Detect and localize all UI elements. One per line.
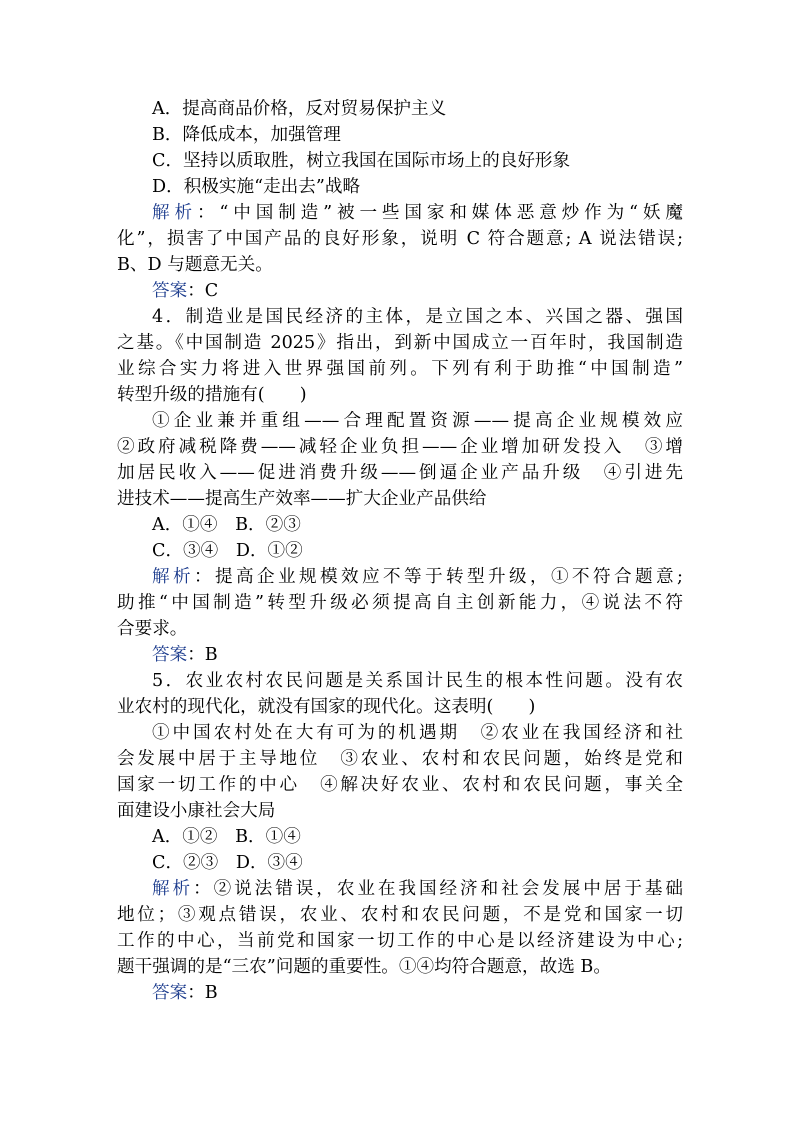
q5-answer-label: 答案 bbox=[152, 983, 188, 1003]
q5-stem-line-1: 5．农业农村农民问题是关系国计民生的根本性问题。没有农 bbox=[152, 671, 683, 691]
q4-answer-value: ：B bbox=[187, 645, 218, 665]
q5-choices-ab: A．①② B．①④ bbox=[152, 827, 301, 847]
q4-statement-line-4: 进技术——提高生产效率——扩大企业产品供给 bbox=[117, 489, 487, 509]
q3-answer-label: 答案 bbox=[152, 281, 188, 301]
q3-analysis-line-3: B、D 与题意无关。 bbox=[117, 255, 273, 275]
q5-analysis-line-4: 题干强调的是“三农”问题的重要性。①④均符合题意，故选 B。 bbox=[117, 957, 611, 977]
q5-statement-line-1: ①中国农村处在大有可为的机遇期 ②农业在我国经济和社 bbox=[152, 723, 683, 743]
q5-analysis-line-2: 地位；③观点错误，农业、农村和农民问题，不是党和国家一切 bbox=[117, 905, 683, 925]
q5-analysis-label: 解析 bbox=[152, 879, 194, 899]
q4-statement-line-1: ①企业兼并重组——合理配置资源——提高企业规模效应 bbox=[152, 411, 683, 431]
q4-statement-line-3: 加居民收入——促进消费升级——倒逼企业产品升级 ④引进先 bbox=[117, 463, 683, 483]
q3-option-d: D．积极实施“走出去”战略 bbox=[152, 177, 361, 197]
q3-option-a: A．提高商品价格，反对贸易保护主义 bbox=[152, 99, 447, 119]
q3-option-c: C．坚持以质取胜，树立我国在国际市场上的良好形象 bbox=[152, 151, 571, 171]
q4-statement-line-2: ②政府减税降费——减轻企业负担——企业增加研发投入 ③增 bbox=[117, 437, 683, 457]
q4-answer bbox=[117, 642, 683, 668]
q5-choices-cd: C．②③ D．③④ bbox=[152, 853, 303, 873]
q3-analysis-label: 解析 bbox=[152, 203, 197, 223]
q4-choices-ab: A．①④ B．②③ bbox=[152, 515, 301, 535]
q3-answer bbox=[117, 278, 683, 304]
q3-analysis-line-2: 化”，损害了中国产品的良好形象，说明 C 符合题意; A 说法错误; bbox=[117, 229, 683, 249]
q3-analysis-line-1: 解析：“中国制造”被一些国家和媒体恶意炒作为“妖魔 bbox=[152, 203, 683, 223]
q4-answer-label: 答案 bbox=[152, 645, 188, 665]
q4-analysis-line-1: 解析：提高企业规模效应不等于转型升级，①不符合题意; bbox=[152, 567, 683, 587]
q4-analysis-line-3: 合要求。 bbox=[117, 619, 188, 639]
q4-choices-cd: C．③④ D．①② bbox=[152, 541, 303, 561]
q5-stem-line-2: 业农村的现代化，就没有国家的现代化。这表明( ) bbox=[117, 697, 536, 717]
q4-analysis-line-2: 助推“中国制造”转型升级必须提高自主创新能力，④说法不符 bbox=[117, 593, 683, 613]
q5-answer-value: ：B bbox=[187, 983, 218, 1003]
q4-stem-line-2: 之基。《中国制造 2025》指出，到新中国成立一百年时，我国制造 bbox=[117, 333, 683, 353]
q3-option-b: B．降低成本，加强管理 bbox=[152, 125, 341, 145]
q4-analysis-label: 解析 bbox=[152, 567, 195, 587]
q5-statement-line-4: 面建设小康社会大局 bbox=[117, 801, 276, 821]
q5-answer bbox=[117, 980, 683, 1006]
q4-stem-line-3: 业综合实力将进入世界强国前列。下列有利于助推“中国制造” bbox=[117, 359, 683, 379]
q5-statement-line-2: 会发展中居于主导地位 ③农业、农村和农民问题，始终是党和 bbox=[117, 749, 683, 769]
q5-analysis-line-1: 解析：②说法错误，农业在我国经济和社会发展中居于基础 bbox=[152, 879, 683, 899]
q5-analysis-line-3: 工作的中心，当前党和国家一切工作的中心是以经济建设为中心; bbox=[117, 931, 683, 951]
q4-stem-line-4: 转型升级的措施有( ) bbox=[117, 385, 307, 405]
q4-stem-line-1: 4．制造业是国民经济的主体，是立国之本、兴国之器、强国 bbox=[152, 307, 683, 327]
q5-statement-line-3: 国家一切工作的中心 ④解决好农业、农村和农民问题，事关全 bbox=[117, 775, 683, 795]
q3-answer-value: ：C bbox=[187, 281, 219, 301]
document-page bbox=[117, 96, 683, 1006]
